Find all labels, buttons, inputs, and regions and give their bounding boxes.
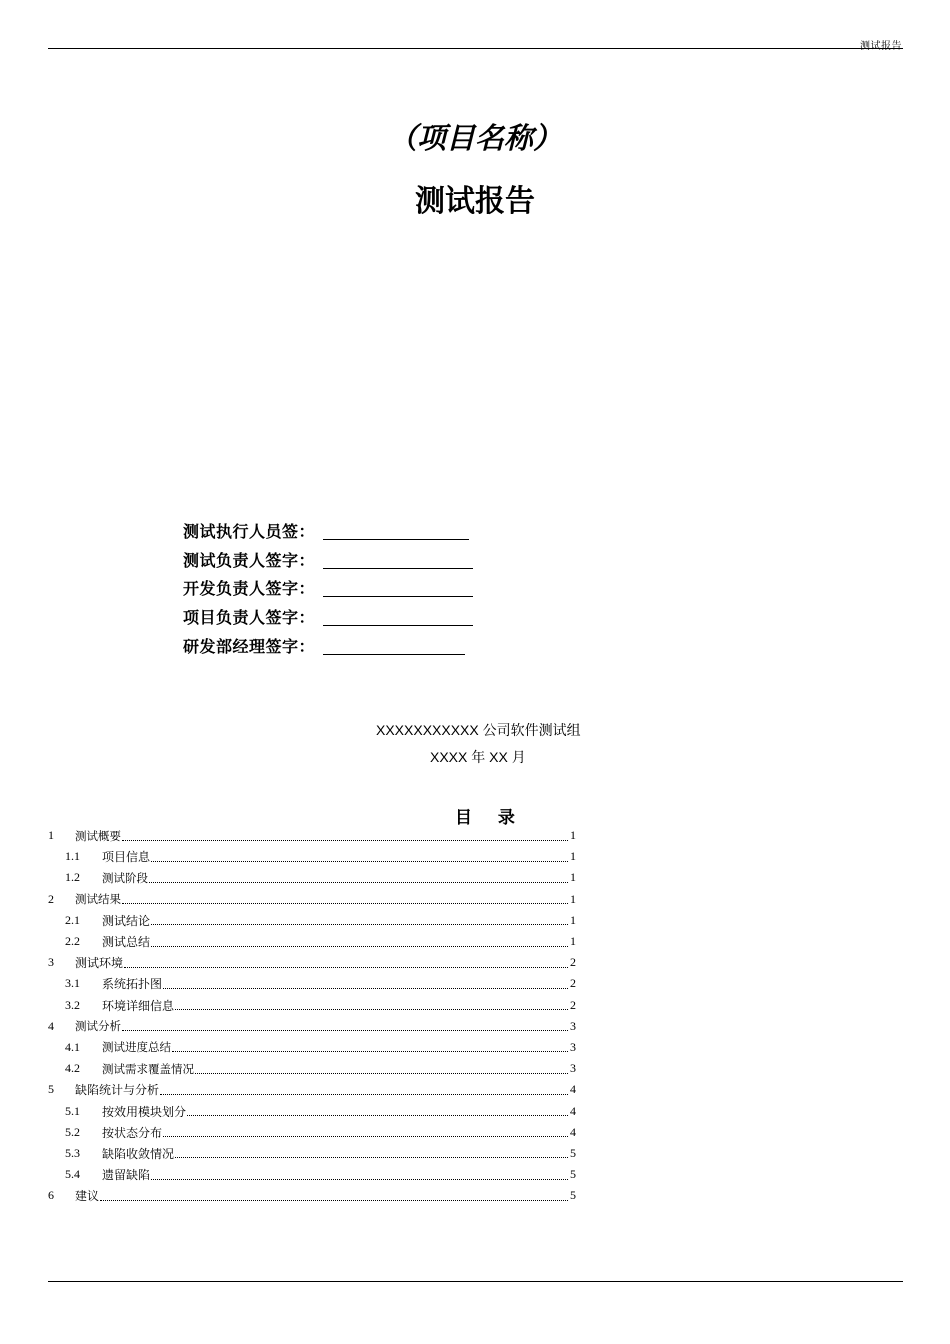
- toc-number: 4.1: [65, 1039, 80, 1054]
- toc-page-number: 3: [570, 1039, 576, 1054]
- signature-label: 项目负责人签字：: [183, 608, 316, 627]
- toc-title: 测试结论: [102, 913, 151, 928]
- toc-number: 6: [48, 1188, 54, 1203]
- toc-number: 4.2: [65, 1061, 80, 1076]
- signature-row: [183, 577, 473, 599]
- toc-title: 环境详细信息: [102, 998, 175, 1013]
- toc-entry[interactable]: [48, 1122, 576, 1143]
- toc-title: 测试进度总结: [102, 1040, 171, 1055]
- toc-entry[interactable]: [48, 995, 576, 1016]
- toc-leader-dots: [163, 1127, 568, 1137]
- toc-page-number: 1: [570, 912, 576, 927]
- toc-entry[interactable]: [48, 1143, 576, 1164]
- toc-leader-dots: [122, 831, 568, 841]
- signature-row: [183, 606, 473, 628]
- toc-leader-dots: [163, 979, 568, 989]
- toc-page-number: 4: [570, 1082, 576, 1097]
- report-date: XXXX 年 XX 月: [430, 749, 526, 765]
- toc-page-number: 2: [570, 997, 576, 1012]
- toc-page-number: 1: [570, 828, 576, 843]
- toc-number: 5: [48, 1082, 54, 1097]
- toc-page-number: 2: [570, 976, 576, 991]
- toc-number: 5.4: [65, 1167, 80, 1182]
- toc-leader-dots: [172, 1042, 568, 1052]
- toc-title: 遗留缺陷: [102, 1168, 151, 1183]
- company-name: XXXXXXXXXXX 公司软件测试组: [376, 722, 581, 738]
- toc-number: 2.1: [65, 912, 80, 927]
- toc-number: 2.2: [65, 934, 80, 949]
- toc-entry[interactable]: [48, 931, 576, 952]
- toc-entry[interactable]: [48, 1079, 576, 1100]
- footer-rule: [48, 1281, 903, 1282]
- toc-heading: 目 录: [455, 808, 525, 828]
- toc-entry[interactable]: [48, 1037, 576, 1058]
- toc-leader-dots: [124, 958, 568, 968]
- toc-entry[interactable]: [48, 889, 576, 910]
- toc-entry[interactable]: [48, 1058, 576, 1079]
- toc-title: 测试分析: [75, 1019, 121, 1034]
- toc-leader-dots: [195, 1064, 568, 1074]
- toc-number: 3: [48, 955, 54, 970]
- toc-entry[interactable]: [48, 1185, 576, 1206]
- toc-title: 按效用模块划分: [102, 1104, 187, 1119]
- toc-leader-dots: [122, 1021, 568, 1031]
- toc-leader-dots: [122, 894, 568, 904]
- toc-page-number: 1: [570, 891, 576, 906]
- signature-row: [183, 520, 469, 542]
- signature-row: [183, 635, 465, 657]
- toc-title: 测试需求覆盖情况: [102, 1061, 194, 1076]
- toc-title: 缺陷统计与分析: [75, 1083, 160, 1098]
- toc-page-number: 5: [570, 1145, 576, 1160]
- toc-title: 测试总结: [102, 935, 151, 950]
- toc-page-number: 5: [570, 1188, 576, 1203]
- document-title: 测试报告: [415, 184, 535, 219]
- toc-leader-dots: [149, 873, 568, 883]
- toc-number: 5.2: [65, 1124, 80, 1139]
- toc-leader-dots: [160, 1085, 568, 1095]
- toc-title: 测试概要: [75, 828, 121, 843]
- toc-title: 建议: [75, 1189, 100, 1204]
- toc-entry[interactable]: [48, 1100, 576, 1121]
- toc-number: 5.3: [65, 1145, 80, 1160]
- toc-entry[interactable]: [48, 846, 576, 867]
- toc-leader-dots: [187, 1106, 568, 1116]
- toc-leader-dots: [175, 1148, 568, 1158]
- header-rule: [48, 48, 903, 49]
- toc-entry[interactable]: [48, 973, 576, 994]
- toc-leader-dots: [151, 1170, 568, 1180]
- toc-leader-dots: [151, 915, 568, 925]
- toc-number: 2: [48, 891, 54, 906]
- toc-entry[interactable]: [48, 952, 576, 973]
- signature-line: [323, 523, 469, 540]
- toc-entry[interactable]: [48, 910, 576, 931]
- signature-label: 测试负责人签字：: [183, 551, 316, 570]
- signature-line: [323, 552, 473, 569]
- toc-page-number: 4: [570, 1103, 576, 1118]
- toc-entry[interactable]: [48, 867, 576, 888]
- toc-number: 1.1: [65, 849, 80, 864]
- toc-page-number: 5: [570, 1167, 576, 1182]
- toc-number: 5.1: [65, 1103, 80, 1118]
- project-name-title: （项目名称）: [387, 121, 562, 155]
- toc-page-number: 3: [570, 1061, 576, 1076]
- toc-title: 测试结果: [75, 892, 121, 907]
- signature-line: [323, 580, 473, 597]
- signature-label: 研发部经理签字：: [183, 637, 316, 656]
- toc-title: 测试环境: [75, 956, 124, 971]
- toc-number: 3.1: [65, 976, 80, 991]
- signature-line: [323, 638, 465, 655]
- toc-number: 4: [48, 1018, 54, 1033]
- toc-title: 缺陷收敛情况: [102, 1146, 175, 1161]
- toc-page-number: 1: [570, 849, 576, 864]
- page-header-text: 测试报告: [860, 41, 902, 52]
- signature-label: 开发负责人签字：: [183, 579, 316, 598]
- toc-title: 测试阶段: [102, 870, 148, 885]
- toc-page-number: 1: [570, 934, 576, 949]
- toc-page-number: 1: [570, 870, 576, 885]
- toc-title: 按状态分布: [102, 1125, 163, 1140]
- toc-leader-dots: [151, 852, 568, 862]
- toc-leader-dots: [100, 1191, 568, 1201]
- toc-number: 1: [48, 828, 54, 843]
- toc-entry[interactable]: [48, 1164, 576, 1185]
- toc-page-number: 4: [570, 1124, 576, 1139]
- signature-label: 测试执行人员签：: [183, 522, 316, 541]
- toc-title: 系统拓扑图: [102, 977, 163, 992]
- toc-number: 3.2: [65, 997, 80, 1012]
- signature-row: [183, 549, 473, 571]
- toc-entry[interactable]: [48, 1016, 576, 1037]
- toc-leader-dots: [175, 1000, 568, 1010]
- table-of-contents: [48, 825, 576, 1206]
- toc-leader-dots: [151, 937, 568, 947]
- signature-line: [323, 609, 473, 626]
- toc-title: 项目信息: [102, 850, 151, 865]
- toc-entry[interactable]: [48, 825, 576, 846]
- toc-page-number: 3: [570, 1018, 576, 1033]
- toc-page-number: 2: [570, 955, 576, 970]
- toc-number: 1.2: [65, 870, 80, 885]
